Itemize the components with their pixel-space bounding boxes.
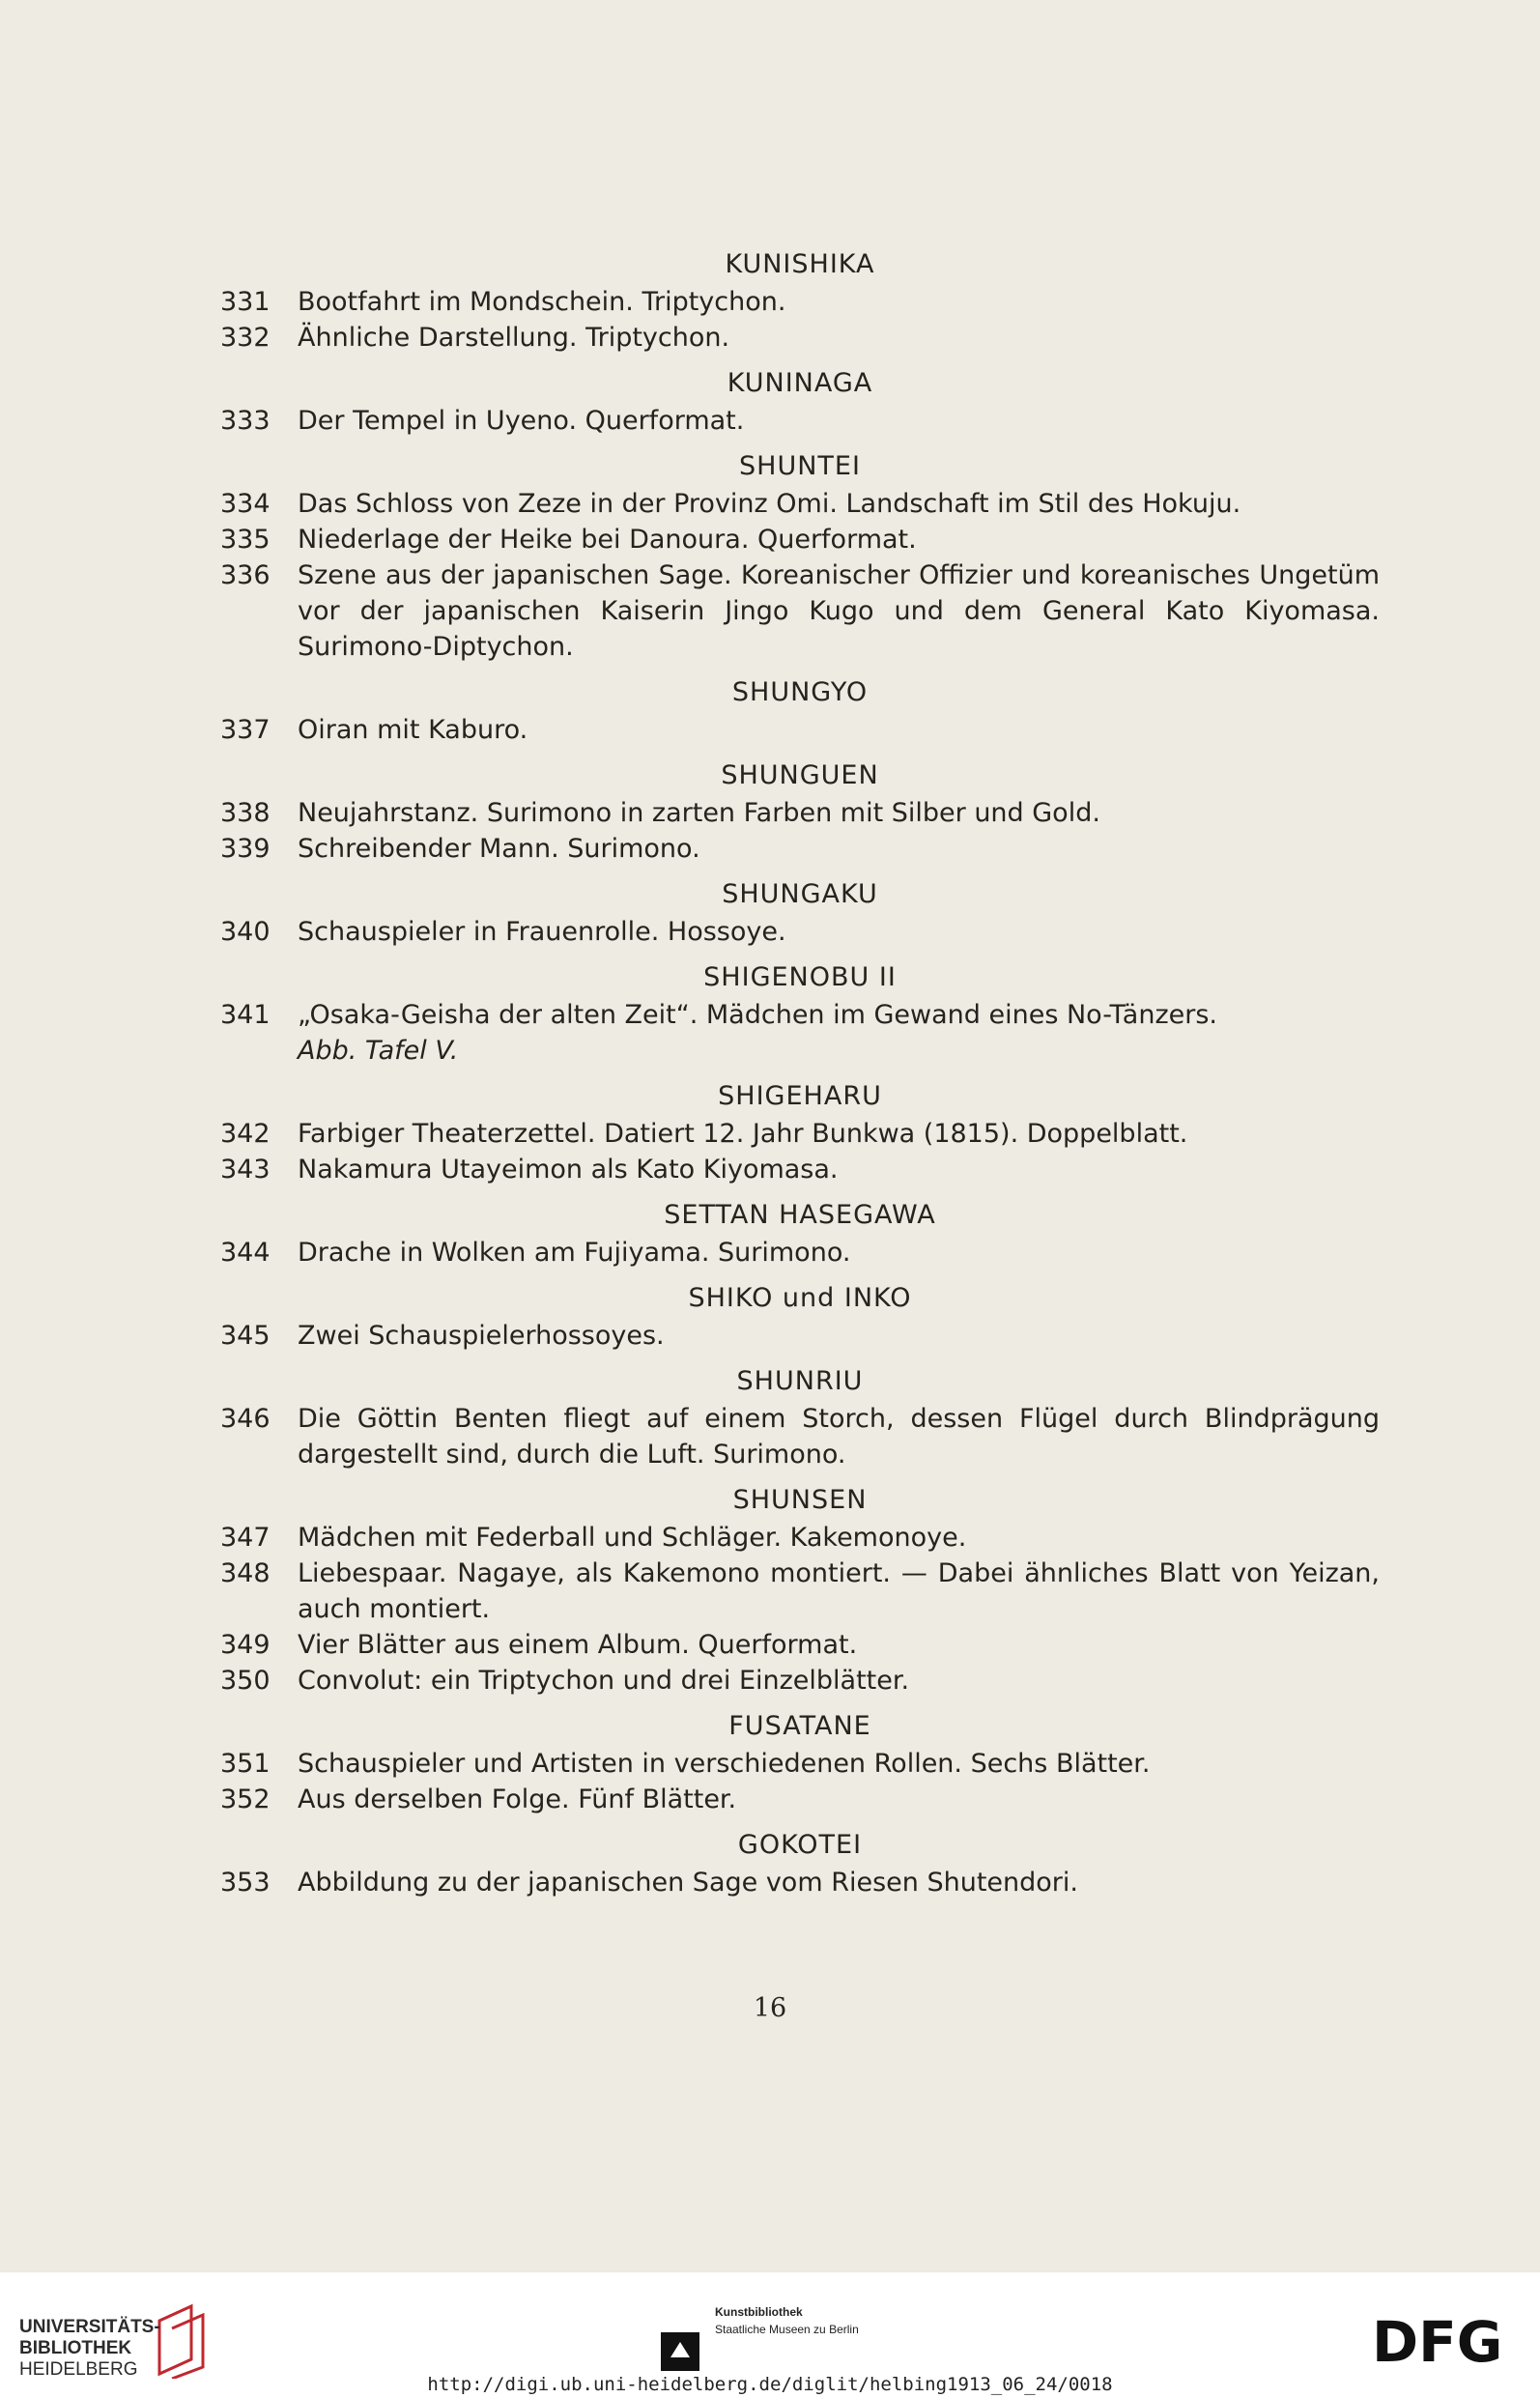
catalog-entry <box>220 914 1380 950</box>
catalog-entry <box>220 1782 1380 1817</box>
artist-heading: KUNINAGA <box>727 368 873 398</box>
entry-description <box>298 997 1380 1069</box>
entry-description <box>298 914 1380 950</box>
entry-text: „Osaka-Geisha der alten Zeit“. Mädchen im Gewand eines No-Tänzers. <box>298 1000 1218 1030</box>
entry-text: Farbiger Theaterzettel. Datiert 12. Jahr Bunkwa (1815). Doppelblatt. <box>298 1119 1188 1149</box>
entry-plate-reference: Abb. Tafel V. <box>298 1036 459 1066</box>
catalog-entry <box>220 1520 1380 1556</box>
catalog-section <box>220 1078 1380 1187</box>
artist-heading: SHIKO und INKO <box>688 1283 912 1313</box>
entry-description <box>298 320 1380 356</box>
entry-number: 332 <box>220 323 271 353</box>
catalog-section <box>220 246 1380 356</box>
entry-number: 335 <box>220 525 271 555</box>
catalog-entry <box>220 1116 1380 1152</box>
entry-description <box>298 795 1380 831</box>
entry-number: 334 <box>220 489 271 519</box>
kunstbibliothek-logo-icon <box>657 2328 703 2375</box>
entry-description <box>298 1746 1380 1782</box>
entry-text: Schauspieler und Artisten in verschiedenen Rollen. Sechs Blätter. <box>298 1749 1151 1779</box>
entry-description <box>298 1235 1380 1270</box>
entry-text: Mädchen mit Federball und Schläger. Kakemonoye. <box>298 1523 967 1553</box>
ub-heidelberg-text <box>19 2317 160 2381</box>
artist-heading: SHIGENOBU II <box>703 962 897 992</box>
catalog-section <box>220 959 1380 1069</box>
entry-text: Schreibender Mann. Surimono. <box>298 834 700 864</box>
catalog-entry <box>220 320 1380 356</box>
catalog-section <box>220 1363 1380 1472</box>
catalog-entry <box>220 522 1380 557</box>
entry-number: 344 <box>220 1238 271 1268</box>
catalog-section <box>220 876 1380 950</box>
artist-heading: SHUNGAKU <box>722 879 878 909</box>
entry-description <box>298 1116 1380 1152</box>
catalog-entry <box>220 712 1380 748</box>
catalog-list <box>220 246 1380 1900</box>
entry-number: 351 <box>220 1749 271 1779</box>
entry-description <box>298 1782 1380 1817</box>
artist-heading: SHUNRIU <box>736 1366 864 1396</box>
entry-number: 350 <box>220 1666 271 1696</box>
kb-line-2: Staatliche Museen zu Berlin <box>715 2323 859 2336</box>
ub-line-2: BIBLIOTHEK <box>19 2338 132 2358</box>
entry-number: 348 <box>220 1558 271 1588</box>
entry-number: 336 <box>220 560 271 590</box>
entry-text: Der Tempel in Uyeno. Querformat. <box>298 406 745 436</box>
entry-number: 343 <box>220 1155 271 1185</box>
kunstbibliothek-text <box>715 2303 859 2338</box>
permalink-url[interactable]: http://digi.ub.uni-heidelberg.de/diglit/helbing1913_06_24/0018 <box>427 2374 1113 2395</box>
artist-heading: KUNISHIKA <box>725 249 875 279</box>
entry-number: 333 <box>220 406 271 436</box>
catalog-entry <box>220 1235 1380 1270</box>
entry-number: 346 <box>220 1404 271 1434</box>
entry-text: Neujahrstanz. Surimono in zarten Farben mit Silber und Gold. <box>298 798 1100 828</box>
entry-number: 337 <box>220 715 271 745</box>
entry-number: 347 <box>220 1523 271 1553</box>
catalog-section <box>220 1197 1380 1270</box>
artist-heading: SETTAN HASEGAWA <box>664 1200 936 1230</box>
ub-line-1: UNIVERSITÄTS- <box>19 2317 160 2337</box>
entry-text: Abbildung zu der japanischen Sage vom Riesen Shutendori. <box>298 1868 1078 1898</box>
entry-description <box>298 1318 1380 1354</box>
entry-description <box>298 1627 1380 1663</box>
entry-number: 340 <box>220 917 271 947</box>
artist-heading: SHIGEHARU <box>718 1081 882 1111</box>
catalog-entry <box>220 831 1380 867</box>
entry-number: 341 <box>220 1000 271 1030</box>
catalog-entry <box>220 486 1380 522</box>
entry-text: Convolut: ein Triptychon und drei Einzelblätter. <box>298 1666 910 1696</box>
entry-text: Schauspieler in Frauenrolle. Hossoye. <box>298 917 786 947</box>
entry-description <box>298 1556 1380 1627</box>
entry-description <box>298 403 1380 439</box>
catalog-entry <box>220 1663 1380 1699</box>
catalog-entry <box>220 795 1380 831</box>
catalog-section <box>220 365 1380 439</box>
entry-text: Nakamura Utayeimon als Kato Kiyomasa. <box>298 1155 839 1185</box>
entry-number: 331 <box>220 287 271 317</box>
entry-text: Das Schloss von Zeze in der Provinz Omi. Landschaft im Stil des Hokuju. <box>298 489 1241 519</box>
catalog-entry <box>220 557 1380 665</box>
catalog-entry <box>220 1401 1380 1472</box>
catalog-section <box>220 757 1380 867</box>
entry-number: 345 <box>220 1321 271 1351</box>
artist-heading: FUSATANE <box>728 1711 871 1741</box>
catalog-section <box>220 1482 1380 1699</box>
entry-text: Szene aus der japanischen Sage. Koreanischer Offizier und koreanisches Ungetüm vor der japanischen Kaiserin Jingo Kugo und dem General Kato Kiyomasa. Surimono-Diptychon. <box>298 560 1380 662</box>
artist-heading: GOKOTEI <box>737 1830 863 1860</box>
entry-description <box>298 486 1380 522</box>
ub-line-3: HEIDELBERG <box>19 2359 138 2380</box>
catalog-section <box>220 674 1380 748</box>
entry-text: Zwei Schauspielerhossoyes. <box>298 1321 665 1351</box>
entry-description <box>298 557 1380 665</box>
entry-text: Niederlage der Heike bei Danoura. Querformat. <box>298 525 917 555</box>
entry-number: 353 <box>220 1868 271 1898</box>
artist-heading: SHUNGUEN <box>721 760 879 790</box>
kb-line-1: Kunstbibliothek <box>715 2305 803 2319</box>
entry-text: Vier Blätter aus einem Album. Querformat. <box>298 1630 858 1660</box>
entry-description <box>298 284 1380 320</box>
entry-description <box>298 1401 1380 1472</box>
entry-text: Ähnliche Darstellung. Triptychon. <box>298 323 730 353</box>
entry-number: 352 <box>220 1784 271 1814</box>
entry-text: Drache in Wolken am Fujiyama. Surimono. <box>298 1238 851 1268</box>
entry-description <box>298 831 1380 867</box>
dfg-logo <box>1372 2311 1517 2369</box>
entry-description <box>298 1865 1380 1900</box>
ub-heidelberg-logo-icon <box>155 2301 213 2379</box>
entry-description <box>298 1663 1380 1699</box>
catalog-section <box>220 1708 1380 1817</box>
entry-number: 339 <box>220 834 271 864</box>
catalog-section <box>220 1827 1380 1900</box>
entry-text: Liebespaar. Nagaye, als Kakemono montiert. — Dabei ähnliches Blatt von Yeizan, auch montiert. <box>298 1558 1380 1624</box>
artist-heading: SHUNTEI <box>739 451 861 481</box>
entry-text: Aus derselben Folge. Fünf Blätter. <box>298 1784 737 1814</box>
catalog-entry <box>220 403 1380 439</box>
catalog-section <box>220 1280 1380 1354</box>
entry-number: 349 <box>220 1630 271 1660</box>
catalog-entry <box>220 1627 1380 1663</box>
page-number: 16 <box>753 1993 787 2023</box>
entry-number: 338 <box>220 798 271 828</box>
footer-bar <box>0 2272 1540 2398</box>
entry-description <box>298 1152 1380 1187</box>
artist-heading: SHUNGYO <box>731 677 869 707</box>
catalog-entry <box>220 1318 1380 1354</box>
catalog-entry <box>220 1556 1380 1627</box>
entry-text: Die Göttin Benten fliegt auf einem Storch, dessen Flügel durch Blindprägung dargestellt sind, durch die Luft. Surimono. <box>298 1404 1380 1470</box>
catalog-entry <box>220 1865 1380 1900</box>
catalog-entry <box>220 1152 1380 1187</box>
entry-description <box>298 1520 1380 1556</box>
catalog-entry <box>220 1746 1380 1782</box>
artist-heading: SHUNSEN <box>732 1485 868 1515</box>
entry-text: Bootfahrt im Mondschein. Triptychon. <box>298 287 786 317</box>
entry-number: 342 <box>220 1119 271 1149</box>
catalog-entry <box>220 284 1380 320</box>
entry-description <box>298 522 1380 557</box>
entry-description <box>298 712 1380 748</box>
dfg-logo-text: DFG <box>1372 2311 1503 2369</box>
catalog-section <box>220 448 1380 665</box>
catalog-entry <box>220 997 1380 1069</box>
entry-text: Oiran mit Kaburo. <box>298 715 528 745</box>
